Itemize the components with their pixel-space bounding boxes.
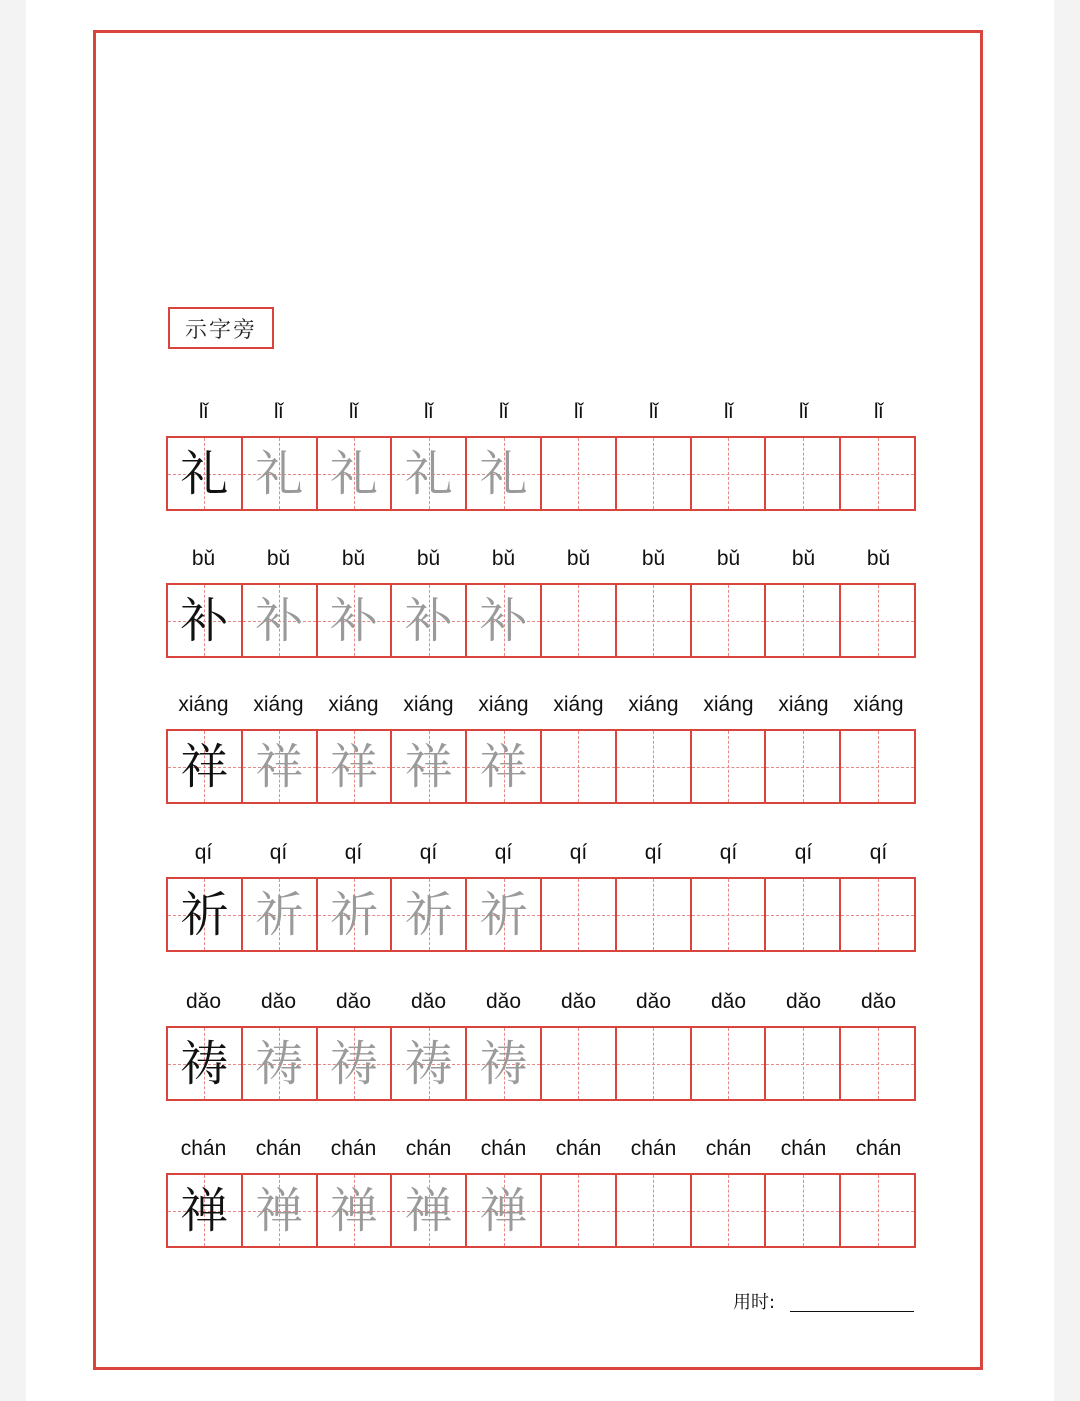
- blank-cell[interactable]: [766, 585, 841, 656]
- trace-cell: [467, 1175, 542, 1246]
- blank-cell[interactable]: [692, 585, 767, 656]
- pinyin-label: dǎo: [560, 990, 597, 1013]
- pinyin-label: lǐ: [273, 400, 284, 423]
- pinyin-label: qí: [344, 841, 363, 864]
- trace-cell: [318, 438, 393, 509]
- trace-character: 禅: [255, 1182, 304, 1239]
- trace-character: 祷: [329, 1035, 378, 1092]
- pinyin-label: qí: [869, 841, 888, 864]
- pinyin-row: [166, 688, 916, 722]
- trace-character: 补: [479, 592, 528, 649]
- pinyin-label: qí: [419, 841, 438, 864]
- trace-character: 礼: [255, 445, 304, 502]
- model-character: 礼: [180, 445, 229, 502]
- trace-cell: [318, 879, 393, 950]
- pinyin-row: [166, 542, 916, 576]
- pinyin-label: chán: [480, 1137, 527, 1160]
- model-character: 祷: [180, 1035, 229, 1092]
- pinyin-label: xiáng: [328, 693, 379, 716]
- section-title: 示字旁: [168, 307, 274, 349]
- trace-cell: [243, 438, 318, 509]
- pinyin-label: dǎo: [860, 990, 897, 1013]
- model-character: 禅: [180, 1182, 229, 1239]
- model-cell: [168, 438, 243, 509]
- pinyin-label: bǔ: [191, 547, 216, 570]
- trace-cell: [243, 1175, 318, 1246]
- trace-cell: [467, 585, 542, 656]
- writing-grid: [166, 877, 916, 952]
- writing-grid: [166, 1026, 916, 1101]
- pinyin-row: [166, 395, 916, 429]
- pinyin-label: xiáng: [703, 693, 754, 716]
- pinyin-label: xiáng: [403, 693, 454, 716]
- pinyin-label: bǔ: [491, 547, 516, 570]
- trace-character: 禅: [329, 1182, 378, 1239]
- trace-character: 祈: [329, 886, 378, 943]
- model-cell: [168, 1175, 243, 1246]
- blank-cell[interactable]: [841, 438, 916, 509]
- trace-character: 礼: [404, 445, 453, 502]
- blank-cell[interactable]: [617, 1028, 692, 1099]
- blank-cell[interactable]: [841, 879, 916, 950]
- trace-cell: [243, 731, 318, 802]
- pinyin-label: qí: [194, 841, 213, 864]
- blank-cell[interactable]: [766, 1175, 841, 1246]
- pinyin-label: bǔ: [266, 547, 291, 570]
- pinyin-label: lǐ: [873, 400, 884, 423]
- trace-cell: [467, 438, 542, 509]
- pinyin-label: chán: [180, 1137, 227, 1160]
- writing-grid: [166, 583, 916, 658]
- pinyin-label: bǔ: [416, 547, 441, 570]
- pinyin-label: lǐ: [573, 400, 584, 423]
- blank-cell[interactable]: [692, 1175, 767, 1246]
- trace-cell: [392, 879, 467, 950]
- writing-grid: [166, 729, 916, 804]
- trace-cell: [318, 1175, 393, 1246]
- trace-character: 祥: [329, 738, 378, 795]
- pinyin-label: qí: [569, 841, 588, 864]
- blank-cell[interactable]: [542, 1175, 617, 1246]
- trace-character: 祷: [255, 1035, 304, 1092]
- pinyin-label: dǎo: [335, 990, 372, 1013]
- blank-cell[interactable]: [617, 1175, 692, 1246]
- pinyin-label: lǐ: [723, 400, 734, 423]
- blank-cell[interactable]: [692, 438, 767, 509]
- blank-cell[interactable]: [766, 731, 841, 802]
- pinyin-label: chán: [555, 1137, 602, 1160]
- blank-cell[interactable]: [841, 1028, 916, 1099]
- pinyin-row: [166, 836, 916, 870]
- blank-cell[interactable]: [841, 731, 916, 802]
- trace-character: 补: [329, 592, 378, 649]
- pinyin-label: chán: [780, 1137, 827, 1160]
- pinyin-label: chán: [855, 1137, 902, 1160]
- pinyin-label: bǔ: [716, 547, 741, 570]
- pinyin-label: dǎo: [260, 990, 297, 1013]
- pinyin-label: xiáng: [253, 693, 304, 716]
- model-character: 祥: [180, 738, 229, 795]
- trace-character: 祷: [404, 1035, 453, 1092]
- pinyin-label: bǔ: [641, 547, 666, 570]
- pinyin-label: bǔ: [866, 547, 891, 570]
- writing-grid: [166, 436, 916, 511]
- pinyin-label: dǎo: [710, 990, 747, 1013]
- pinyin-label: lǐ: [198, 400, 209, 423]
- blank-cell[interactable]: [692, 879, 767, 950]
- trace-character: 祈: [479, 886, 528, 943]
- pinyin-label: qí: [269, 841, 288, 864]
- pinyin-label: chán: [405, 1137, 452, 1160]
- trace-character: 禅: [479, 1182, 528, 1239]
- trace-cell: [243, 585, 318, 656]
- pinyin-label: chán: [705, 1137, 752, 1160]
- blank-cell[interactable]: [766, 1028, 841, 1099]
- trace-cell: [318, 731, 393, 802]
- trace-cell: [392, 438, 467, 509]
- pinyin-label: xiáng: [553, 693, 604, 716]
- pinyin-label: xiáng: [178, 693, 229, 716]
- pinyin-label: xiáng: [778, 693, 829, 716]
- trace-cell: [318, 1028, 393, 1099]
- trace-cell: [243, 1028, 318, 1099]
- pinyin-label: lǐ: [648, 400, 659, 423]
- trace-cell: [392, 1028, 467, 1099]
- pinyin-label: qí: [719, 841, 738, 864]
- trace-character: 祥: [255, 738, 304, 795]
- pinyin-label: bǔ: [566, 547, 591, 570]
- pinyin-label: lǐ: [498, 400, 509, 423]
- blank-cell[interactable]: [841, 1175, 916, 1246]
- trace-character: 补: [255, 592, 304, 649]
- pinyin-label: xiáng: [478, 693, 529, 716]
- pinyin-row: [166, 985, 916, 1019]
- blank-cell[interactable]: [841, 585, 916, 656]
- pinyin-row: [166, 1132, 916, 1166]
- trace-cell: [392, 585, 467, 656]
- trace-character: 祷: [479, 1035, 528, 1092]
- time-input-line[interactable]: [790, 1311, 914, 1312]
- blank-cell[interactable]: [542, 1028, 617, 1099]
- pinyin-label: qí: [644, 841, 663, 864]
- pinyin-label: chán: [630, 1137, 677, 1160]
- blank-cell[interactable]: [617, 438, 692, 509]
- blank-cell[interactable]: [542, 879, 617, 950]
- trace-character: 祥: [479, 738, 528, 795]
- blank-cell[interactable]: [542, 731, 617, 802]
- time-label: 用时:: [733, 1292, 776, 1313]
- pinyin-label: lǐ: [798, 400, 809, 423]
- trace-cell: [318, 585, 393, 656]
- pinyin-label: lǐ: [423, 400, 434, 423]
- trace-cell: [467, 879, 542, 950]
- pinyin-label: dǎo: [785, 990, 822, 1013]
- model-character: 祈: [180, 886, 229, 943]
- pinyin-label: bǔ: [341, 547, 366, 570]
- pinyin-label: chán: [255, 1137, 302, 1160]
- trace-character: 禅: [404, 1182, 453, 1239]
- trace-cell: [467, 1028, 542, 1099]
- pinyin-label: bǔ: [791, 547, 816, 570]
- pinyin-label: dǎo: [485, 990, 522, 1013]
- trace-cell: [243, 879, 318, 950]
- trace-character: 祈: [404, 886, 453, 943]
- pinyin-label: qí: [494, 841, 513, 864]
- pinyin-label: qí: [794, 841, 813, 864]
- trace-character: 补: [404, 592, 453, 649]
- blank-cell[interactable]: [542, 585, 617, 656]
- pinyin-label: xiáng: [853, 693, 904, 716]
- model-cell: [168, 731, 243, 802]
- blank-cell[interactable]: [766, 879, 841, 950]
- blank-cell[interactable]: [617, 879, 692, 950]
- trace-character: 祈: [255, 886, 304, 943]
- blank-cell[interactable]: [766, 438, 841, 509]
- blank-cell[interactable]: [692, 1028, 767, 1099]
- trace-cell: [392, 1175, 467, 1246]
- trace-cell: [467, 731, 542, 802]
- blank-cell[interactable]: [542, 438, 617, 509]
- writing-grid: [166, 1173, 916, 1248]
- model-character: 补: [180, 592, 229, 649]
- pinyin-label: dǎo: [635, 990, 672, 1013]
- blank-cell[interactable]: [617, 585, 692, 656]
- model-cell: [168, 1028, 243, 1099]
- trace-character: 祥: [404, 738, 453, 795]
- pinyin-label: xiáng: [628, 693, 679, 716]
- pinyin-label: dǎo: [410, 990, 447, 1013]
- blank-cell[interactable]: [692, 731, 767, 802]
- trace-cell: [392, 731, 467, 802]
- blank-cell[interactable]: [617, 731, 692, 802]
- pinyin-label: dǎo: [185, 990, 222, 1013]
- trace-character: 礼: [479, 445, 528, 502]
- pinyin-label: chán: [330, 1137, 377, 1160]
- pinyin-label: lǐ: [348, 400, 359, 423]
- trace-character: 礼: [329, 445, 378, 502]
- model-cell: [168, 879, 243, 950]
- model-cell: [168, 585, 243, 656]
